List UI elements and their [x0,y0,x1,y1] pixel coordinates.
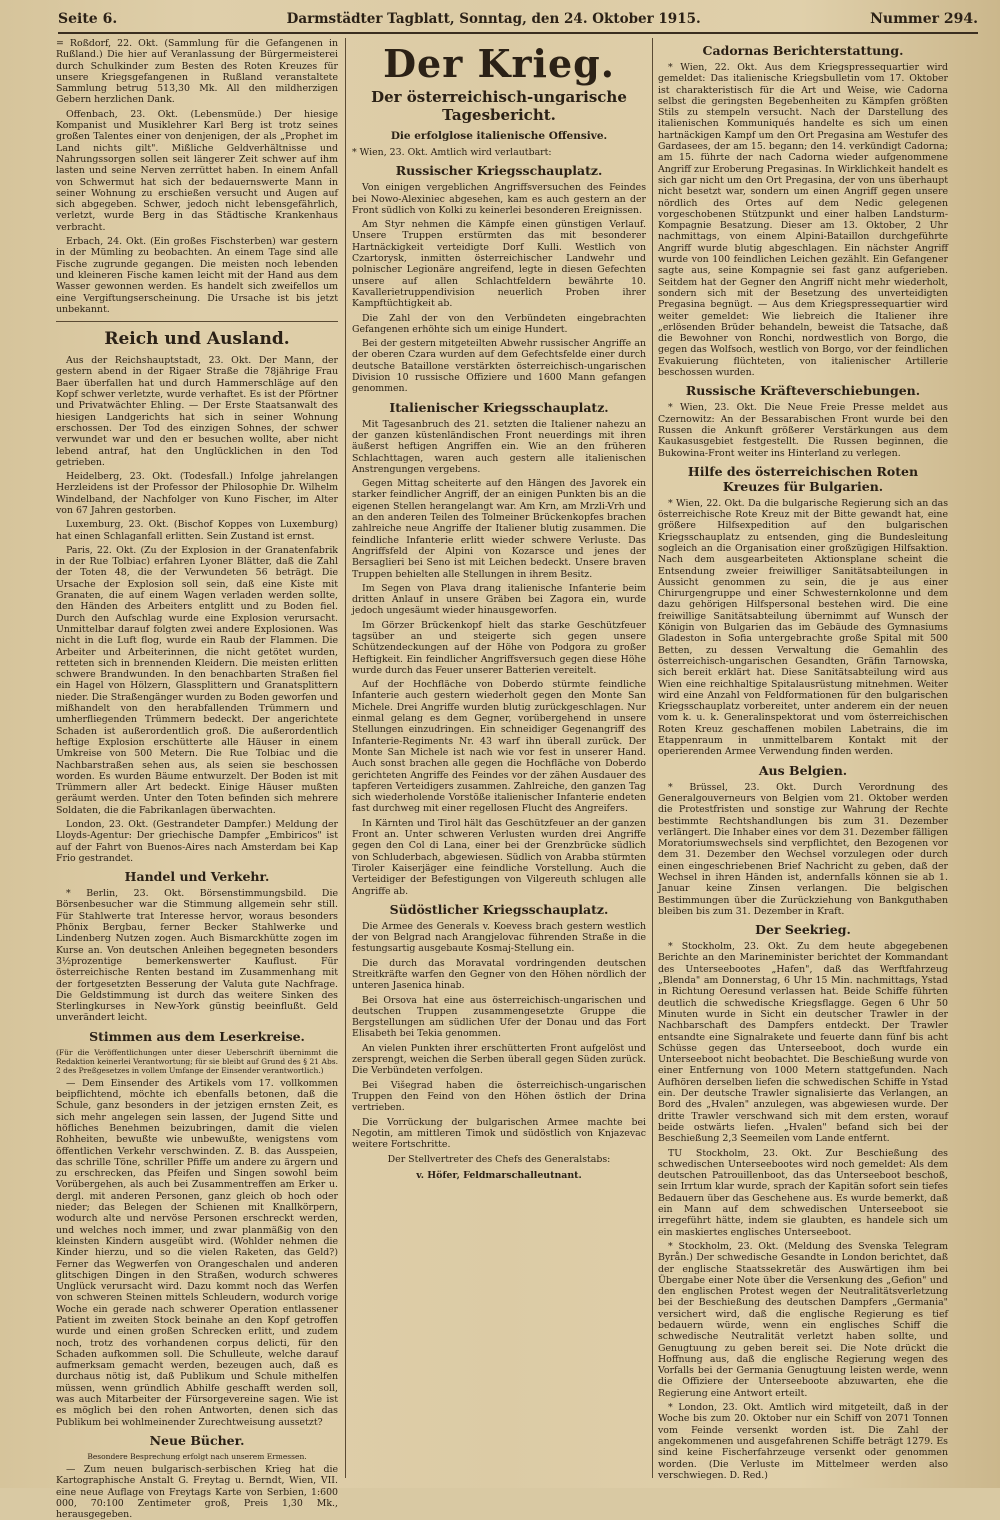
article-stockholm-3: * Stockholm, 23. Okt. (Meldung des Svenska Telegram Byrån.) Der schwedische Gesandte in London berichtet, daß der englische Staatssekretär des Auswärtigen ihm bei Übergabe einer Note über die Versenkung des „Gefion" und den englischen Protest wegen der Neutralitätsverletzung bei der Beschießung des deutschen Dampfers „Germania" versichert wird, daß die englische Regierung es tief bedauern würde, wenn ein englisches Schiff die schwedische Neutralität verletzt haben sollte, und Genugtuung zu geben bereit sei. Die Note drückt die Hoffnung aus, daß die englische Regierung wegen des Vorfalls bei der Germania Genugtuung leisten werde, wenn die Offiziere der Unterseeboote abzuwarten, ehe die Regierung eine Antwort erteilt. [658,1240,948,1399]
local-news-block [56,38,338,322]
article-czernowitz: * Wien, 23. Okt. Die Neue Freie Presse meldet aus Czernowitz: An der Bessarabischen Front wurde bei den Russen die Ankunft größerer Verstärkungen aus dem Kaukasusgebiet festgestellt. Die Russen beginnen, die Bukowina-Front weiter ins Hinterland zu verlegen. [658,402,948,459]
article-luxemburg: Luxemburg, 23. Okt. (Bischof Koppes von Luxemburg) hat einen Schlaganfall erlitten. Sein Zustand ist ernst. [56,519,338,542]
heading-suedoestlicher-kriegsschauplatz: Südöstlicher Kriegsschauplatz. [389,901,609,917]
article-cadorna: * Wien, 22. Okt. Aus dem Kriegspressequartier wird gemeldet: Das italienische Kriegsbulletin vom 17. Oktober ist charakteristisch für die Art und Weise, wie Cadorna selbst die geringsten Begebenheiten zu Kämpfen größten Stils zu stempeln versucht. Nach der Darstellung des italienischen Kommuniqués handelte es sich um einen hartnäckigen Kampf um den Ort Pregasina am Westufer des Gardasees, der am 15. begann; den 14. verkündigt Cadorna; am 15. führte der nach Cadorna wieder aufgenommene Angriff zur Eroberung Pregasinas. In Wirklichkeit handelt es sich gar nicht um den Ort Pregasina, der von uns überhaupt nicht besetzt war, sondern um einen Angriff gegen unsere nördlich des Ortes auf dem Nedic gelegenen vorgeschobenen Stützpunkt und einer halben Landsturm-Kompagnie Besatzung. Dieser am 13. Oktober, 2 Uhr nachmittags, von einem Alpini-Bataillon durchgeführte Angriff wurde blutig abgeschlagen. Ein nächster Angriff wurde von 100 feindlichen Leichen gezählt. Ein Gefangener sagte aus, seine Kompagnie sei fast ganz aufgerieben. Seitdem hat der Gegner den Angriff nicht mehr wiederholt, sondern sich mit der Besetzung des unverteidigten Pregasina begnügt. — Aus dem Kriegspressequartier wird weiter gemeldet: Wie liebreich die Italiener ihre „erlösenden Brüder behandeln, beweist die Tatsache, daß die Bewohner von Ronchi, nordwestlich von Borgo, die gegen das Wolfsoch, westlich von Borgo, vor der feindlichen Evakuierung flüchteten, von italienischer Artillerie beschossen wurden. [658,62,948,379]
heading-cadorna: Cadornas Berichterstattung. [702,43,904,58]
article-leserbrief: — Dem Einsender des Artikels vom 17. vollkommen beipflichtend, möchte ich ebenfalls betonen, daß die Schule, ganz besonders in der jetzigen ernsten Zeit, es sich mehr angelegen sein lassen, der Jugend Sitte und höfliches Benehmen beizubringen, damit die vielen Rohheiten, bewußte wie unbewußte, wenigstens vom öffentlichen Verkehr verschwinden. Z. B. das Ausspeien, das schrille Töne, schriller Pfiffe um andere zu ärgern und zu erschrecken, das Pfeifen und Singen sowohl beim Vorübergehen, als auch bei Zusammentreffen am Erker u. dergl. mit anderen Personen, ganz gleich ob hoch oder nieder; das Belegen der Schienen mit Knallkörpern, wodurch alte und nervöse Personen erschreckt werden, und welches noch immer, und zwar planmäßig von den kleinsten Kindern ausgeübt wird. (Wohlder nehmen die Kinder hierzu, und so die vielen Raketen, das Geld?) Ferner das Wegwerfen von Orangeschalen und anderen glitschigen Dingen in den Straßen, wodurch schweres Unglück verursacht wird. Dazu kommt noch das Werfen von schweren Steinen mittels Schleudern, wodurch vorige Woche ein gerade nach schwerer Operation entlassener Patient im zweiten Stock beinahe an den Kopf getroffen wurde und einen großen Schrecken erlitt, und zudem noch, trotz des vorhandenen corpus delicti, für den Schaden aufkommen soll. Die Schulleute, welche darauf aufmerksam gemacht werden, bezeugen auch, daß es durchaus nötig ist, daß Publikum und Schule mithelfen müssen, wenn gründlich Abhilfe geschafft werden soll, was auch Mitarbeiter der Fürsorgevereine sagen. Wie ist es möglich bei den rohen Antworten, denen sich das Publikum bei wohlmeinender Zurechtweisung aussetzt? [56,1077,338,1428]
newspaper-title-date: Darmstädter Tagblatt, Sonntag, den 24. Oktober 1915. [286,11,701,27]
article-rotes-kreuz: * Wien, 22. Okt. Da die bulgarische Regierung sich an das österreichische Rote Kreuz mit der Bitte gewandt hat, eine größere Hilfsexpedition auf den bulgarischen Kriegsschauplatz zu entsenden, ging die Bundesleitung sogleich an die Organisation einer großzügigen Hilfsaktion. Nach dem ausgearbeiteten Aktionsplane scheint die Entsendung zweier freiwilliger Sanitätsabteilungen in Aussicht genommen zu sein, die je aus einer Chirurgengruppe und einer Schwesternkolonne und dem dazu gehörigen Hilfspersonal bestehen wird. Die eine freiwillige Sanitätsabteilung übernimmt auf Wunsch der Königin von Bulgarien das im Gebäude des Gymnasiums Gladeston in Sofia untergebrachte große Spital mit 500 Betten, zu dessen Verwaltung die Gemahlin des österreichisch-ungarischen Gesandten, Gräfin Tarnowska, sich bereit erklärt hat. Diese Sanitätsabteilung wird aus Wien eine reichhaltige Spitalausrüstung mitnehmen. Weiter wird eine Anzahl von Feldformationen für den bulgarischen Kriegsschauplatz vorbereitet, unter anderem ein der neuen vom k. u. k. Generalinspektorat und vom österreichischen Roten Kreuz geschaffenen mobilen Labetrains, die im Etappenraum in unmittelbarem Kontakt mit der operierenden Armee Verwendung finden werden. [658,497,948,758]
issue-number: Nummer 294. [870,11,978,27]
report-sued-2: Die durch das Moravatal vordringenden deutschen Streitkräfte warfen den Gegner von den Höhen nördlich der unteren Jasenica hinab. [352,957,646,992]
report-ital-1: Mit Tagesanbruch des 21. setzten die Italiener nahezu an der ganzen küstenländischen Front neuerdings mit ihren äußerst heftigen Angriffen ein. Wie an den früheren Schlachttagen, waren auch gestern alle italienischen Anstrengungen vergebens. [352,418,646,475]
article-stockholm-1: * Stockholm, 23. Okt. Zu dem heute abgegebenen Berichte an den Marineminister berichtet der Kommandant des Unterseebootes „Hafen", daß das Werftfahrzeug „Blenda" am Donnerstag, 6 Uhr 15 Min. nachmittags, Ystad in Richtung Oeresund verlassen hat. Beide Schiffe führten deutlich die schwedische Kriegsflagge. Gegen 6 Uhr 50 Minuten wurde in Sicht ein deutscher Trawler in der Nachbarschaft des Dampfers entdeckt. Der Trawler entsandte eine Signalrakete und feuerte dann fünf bis acht Schüsse gegen das Unterseeboot, doch wurde ein Unterseeboot nicht beobachtet. Die Beschießung wurde von einer Entfernung von 1000 Metern stattgefunden. Nach Aufhören derselben liefen die schwedischen Schiffe in Ystad ein. Der deutsche Trawler signalisierte das Verlangen, an Bord des „Hvalen" anzulegen, was abgewiesen wurde. Der dritte Trawler verschwand sich mit dem ersten, worauf beide ostwärts liefen. „Hvalen" befand sich bei der Beschießung 2,3 Seemeilen vom Lande entfernt. [658,941,948,1145]
heading-reich-ausland: Reich und Ausland. [104,329,290,350]
article-reichshauptstadt: Aus der Reichshauptstadt, 23. Okt. Der Mann, der gestern abend in der Rigaer Straße die 78jährige Frau Baer überfallen hat und durch Hammerschläge auf den Kopf schwer verletzte, wurde verhaftet. Es ist der Pförtner und Privatwächter Ehling. — Der Erste Staatsanwalt des hiesigen Landgerichts hat sich in seiner Wohnung erschossen. Der Tod des einzigen Sohnes, der schwer verwundet war und den er besuchen wollte, aber nicht lebend antraf, hat den Unglücklichen in den Tod getrieben. [56,355,338,468]
heading-rotes-kreuz: Hilfe des österreichischen Roten Kreuzes für Bulgarien. [687,463,919,494]
report-ital-5: Auf der Hochfläche von Doberdo stürmte feindliche Infanterie auch gestern wiederholt gegen den Monte San Michele. Drei Angriffe wurden blutig zurückgeschlagen. Nur einmal gelang es dem Gegner, vorübergehend in unsere Stellungen einzudringen. Ein schneidiger Gegenangriff des Infanterie-Regiments Nr. 43 warf ihn überall zurück. Der Monte San Michele ist nach wie vor fest in unserer Hand. Auch sonst brachen alle gegen die Hochfläche von Doberdo gerichteten Angriffe des Feindes vor der zähen Ausdauer des tapferen Verteidigers zusammen. Zahlreiche, den ganzen Tag sich wiederholende Vorstöße italienischer Infanterie endeten fast durchweg mit einer regellosen Flucht des Angreifers. [352,679,646,815]
report-ital-3: Im Segen von Plava drang italienische Infanterie beim dritten Anlauf in unsere Gräben bei Zagora ein, wurde jedoch ungesäumt wieder hinausgeworfen. [352,582,646,617]
signature-line-1: Der Stellvertreter des Chefs des Generalstabs: [387,1154,611,1166]
column-3 [658,38,948,1481]
signature-line-2: v. Höfer, Feldmarschalleutnant. [416,1169,582,1181]
heading-handel-verkehr: Handel und Verkehr. [124,869,270,885]
report-russ-1: Von einigen vergeblichen Angriffsversuchen des Feindes bei Nowo-Alexiniec abgesehen, kam es auch gestern an der Front südlich von Kolki zu keinerlei besonderen Ereignissen. [352,182,646,216]
page-number: Seite 6. [58,11,118,27]
lead-offensive: Die erfolglose italienische Offensive. [390,130,608,142]
article-karte: — Zum neuen bulgarisch-serbischen Krieg hat die Kartographische Anstalt G. Freytag u. Berndt, Wien, VII. eine neue Auflage von Freytags Karte von Serbien, 1:600 000, 70:100 Zentimeter groß, Preis 1,30 Mk., herausgegeben. [56,1463,338,1520]
subheadline-tagesbericht: Der österreichisch-ungarische Tagesbericht. [371,88,627,124]
heading-seekrieg: Der Seekrieg. [755,922,851,938]
heading-italienischer-kriegsschauplatz: Italienischer Kriegsschauplatz. [389,399,609,415]
article-stockholm-2: TU Stockholm, 23. Okt. Zur Beschießung des schwedischen Unterseebootes wird noch gemeldet: Als dem deutschen Patrouillenboot, das das Unterseeboot beschoß, sein Irrtum klar wurde, sprach der Kapitän sofort sein tiefes Bedauern über das Geschehene aus. Es wurde bemerkt, daß ein Mann auf dem schwedischen Unterseeboot sie irregeführt hätte, indem sie glaubten, es handele sich um ein maskiertes englisches Unterseeboot. [658,1147,948,1238]
heading-russische-kraefte: Russische Kräfteverschiebungen. [685,383,921,399]
heading-belgien: Aus Belgien. [758,762,848,778]
report-russ-3: Die Zahl der von den Verbündeten eingebrachten Gefangenen erhöhte sich um einige Hundert. [352,312,646,335]
article-boerse: * Berlin, 23. Okt. Börsenstimmungsbild. Die Börsenbesucher war die Stimmung allgemein sehr still. Für Stahlwerte trat Interesse hervor, woraus besonders Phönix Bergbau, ferner Becker Stahlwerke und Lindenberg Nutzen zogen. Auch Bismarckhütte zogen im Kurse an. Von deutschen Anleihen begegneten besonders 3½prozentige bemerkenswerter Kauflust. Für österreichische Renten bestand im Zusammenhang mit der fortgesetzten Besserung der Valuta gute Nachfrage. Die Geldstimmung ist durch das weitere Sinken des Sterlingkurses in New-York günstig beeinflußt. Geld unverändert leicht. [56,888,338,1024]
heading-neue-buecher: Neue Bücher. [149,1432,245,1448]
column-1 [56,38,338,1520]
heading-russischer-kriegsschauplatz: Russischer Kriegsschauplatz. [395,163,603,179]
report-sued-5: Bei Višegrad haben die österreichisch-ungarischen Truppen den Feind von den Höhen östlich der Drina vertrieben. [352,1079,646,1114]
report-ital-2: Gegen Mittag scheiterte auf den Hängen des Javorek ein starker feindlicher Angriff, der an einigen Punkten bis an die eigenen Stellen herangelangt war. Am Krn, am Mrzli-Vrh und an den anderen Teilen des Tolmeiner Brückenkopfes brachen zahlreiche neue Angriffe der Italiener blutig zusammen. Die feindliche Infanterie erlitt wieder schwere Verluste. Das Angriffsfeld der Alpini von Kozarsce und jenes der Bersaglieri bei Seno ist mit Leichen bedeckt. Unsere braven Truppen behielten alle Stellungen in ihrem Besitz. [352,478,646,580]
article-rossdorf: = Roßdorf, 22. Okt. (Sammlung für die Gefangenen in Rußland.) Die hier auf Veranlassung der Bürgermeisterei durch Schulkinder zum Besten des Roten Kreuzes für unsere Kriegsgefangenen in Rußland veranstaltete Sammlung betrug 513,30 Mk. All den mildherzigen Gebern herzlichen Dank. [56,38,338,106]
report-sued-1: Die Armee des Generals v. Koevess brach gestern westlich der von Belgrad nach Arangjelovac führenden Straße in die festungsartig ausgebaute Kosmaj-Stellung ein. [352,920,646,955]
report-russ-4: Bei der gestern mitgeteilten Abwehr russischer Angriffe an der oberen Czara wurden auf dem Gefechtsfelde einer durch deutsche Bataillone verstärkten österreichisch-ungarischen Division 10 russische Offiziere und 1600 Mann gefangen genommen. [352,338,646,395]
report-sued-4: An vielen Punkten ihrer erschütterten Front aufgelöst und zersprengt, weichen die Serben überall gegen Süden zurück. Die Verbündeten verfolgen. [352,1042,646,1077]
masthead [58,6,978,34]
report-ital-6: In Kärnten und Tirol hält das Geschützfeuer an der ganzen Front an. Unter schweren Verlusten wurden drei Angriffe gegen den Col di Lana, einer bei der Grenzbrücke südlich von Schluderbach, abgewiesen. Südlich von Arabba stürmten Tiroler Kaiserjäger eine feindliche Vorstellung. Auch die Verteidiger der Befestigungen von Vilgereuth schlugen alle Angriffe ab. [352,817,646,897]
books-note: Besondere Besprechung erfolgt nach unserem Ermessen. [87,1451,307,1461]
article-london-see: * London, 23. Okt. Amtlich wird mitgeteilt, daß in der Woche bis zum 20. Oktober nur ein Schiff von 2071 Tonnen vom Feinde versenkt worden ist. Die Zahl der angekommenen und ausgefahrenen Schiffe beträgt 1279. Es sind keine Fischerfahrzeuge versenkt oder genommen worden. (Die Verluste im Mittelmeer werden also verschwiegen. D. Red.) [658,1402,948,1481]
report-russ-2: Am Styr nehmen die Kämpfe einen günstigen Verlauf. Unsere Truppen erstürmten das mit besonderer Hartnäckigkeit verteidigte Dorf Kulli. Westlich von Czartorysk, inmitten österreichischer Landwehr und polnischer Legionäre angreifend, legte in diesen Gefechten unsere auf allen Schlachtfeldern bewährte 10. Kavallerietruppendivision neuerlich Proben ihrer Kampftüchtigkeit ab. [352,219,646,310]
article-erbach: Erbach, 24. Okt. (Ein großes Fischsterben) war gestern in der Mümling zu beobachten. An einem Tage sind alle Fische zugrunde gegangen. Die meisten noch lebenden und kleineren Fische kamen leicht mit der Hand aus dem Wasser gewonnen werden. Es handelt sich zweifellos um eine Vergiftungserscheinung. Die Ursache ist bis jetzt unbekannt. [56,236,338,315]
editorial-disclaimer: (Für die Veröffentlichungen unter dieser Ueberschrift übernimmt die Redaktion keinerlei Verantwortung; für sie bleibt auf Grund des § 21 Abs. 2 des Preßgesetzes in vollem Umfange der Einsender verantwortlich.) [56,1047,338,1075]
article-london: London, 23. Okt. (Gestrandeter Dampfer.) Meldung der Lloyds-Agentur: Der griechische Dampfer „Embiricos" ist auf der Fahrt von Buenos-Aires nach Amsterdam bei Kap Frio gestrandet. [56,819,338,864]
dateline-wien: * Wien, 23. Okt. Amtlich wird verlautbart: [352,147,552,158]
report-ital-4: Im Görzer Brückenkopf hielt das starke Geschützfeuer tagsüber an und steigerte sich gegen unsere Schützendeckungen auf der Höhe von Podgora zu großer Heftigkeit. Ein feindlicher Angriffsversuch gegen diese Höhe wurde durch das Feuer unserer Batterien vereitelt. [352,619,646,676]
column-rule-2 [652,38,653,1478]
article-heidelberg: Heidelberg, 23. Okt. (Todesfall.) Infolge jahrelangen Herzleidens ist der Professor der Philosophie Dr. Wilhelm Windelband, der Nachfolger von Kuno Fischer, im Alter von 67 Jahren gestorben. [56,471,338,516]
article-offenbach: Offenbach, 23. Okt. (Lebensmüde.) Der hiesige Kompanist und Musiklehrer Karl Berg ist trotz seines großen Talentes einer von denjenigen, der als „Prophet im Land nichts gilt". Mißliche Geldverhältnisse und Nahrungssorgen sollen seit längerer Zeit schwer auf ihm lasten und seine Nerven zerrüttet haben. In einem Anfall von Schwermut hat sich der bedauernswerte Mann in seiner Wohnung zu erschießen versucht und Augen auf sich abgegeben. Schwer, jedoch nicht lebensgefährlich, verletzt, wurde Berg in das Städtische Krankenhaus verbracht. [56,108,338,233]
report-sued-6: Die Vorrückung der bulgarischen Armee machte bei Negotin, am mittleren Timok und südöstlich von Knjazevac weitere Fortschritte. [352,1116,646,1151]
article-paris: Paris, 22. Okt. (Zu der Explosion in der Granatenfabrik in der Rue Tolbiac) erfahren Lyoner Blätter, daß die Zahl der Toten 48, die der Verwundeten 56 beträgt. Die Ursache der Explosion soll sein, daß eine Kiste mit Granaten, die auf einem Wagen verladen werden sollte, den Händen des Arbeiters entglitt und zu Boden fiel. Durch den Aufschlag wurde eine Explosion verursacht. Unmittelbar darauf folgten zwei andere Explosionen. Was nicht in die Luft flog, wurde ein Raub der Flammen. Die Arbeiter und Arbeiterinnen, die nicht getötet wurden, retteten sich in brennenden Kleidern. Die meisten erlitten schwere Brandwunden. In den benachbarten Straßen fiel ein Hagel von Hölzern, Glassplittern und Granatsplittern nieder. Die Straßengänger wurden zu Boden geworfen und mißhandelt von den herabfallenden Trümmern und umherfliegenden Trümmern bedeckt. Der angerichtete Schaden ist außerordentlich groß. Die außerordentlich heftige Explosion erschütterte alle Häuser in einem Umkreise von 500 Metern. Die Rue Tolbiac und die Nachbarstraßen sehen aus, als seien sie beschossen worden. Es wurden Bäume entwurzelt. Der Boden ist mit Trümmern aller Art bedeckt. Einige Häuser mußten geräumt werden. Unter den Toten befinden sich mehrere Soldaten, die die Fabrikanlagen überwachten. [56,544,338,816]
heading-leserkreise: Stimmen aus dem Leserkreise. [89,1028,305,1044]
article-bruessel: * Brüssel, 23. Okt. Durch Verordnung des Generalgouverneurs von Belgien vom 21. Oktober werden die Protestfristen und sonstige zur Wahrung der Rechte bestimmte Rechtshandlungen bis zum 31. Dezember verlängert. Die Inhaber eines vor dem 31. Dezember fälligen Moratoriumswechsels sind verpflichtet, den Bezogenen vor dem 31. Dezember den Wechsel vorzulegen oder durch einen eingeschriebenen Brief Nachricht zu geben, daß der Wechsel in ihren Händen ist, andernfalls können sie ab 1. Januar keine Zinsen verlangen. Die belgischen Bestimmungen über die Zurückziehung von Bankguthaben bleiben bis zum 31. Dezember in Kraft. [658,781,948,917]
column-2 [352,38,646,1478]
headline-der-krieg: Der Krieg. [383,41,615,86]
report-sued-3: Bei Orsova hat eine aus österreichisch-ungarischen und deutschen Truppen zusammengesetzte Gruppe die Bergstellungen am südlichen Ufer der Donau und das Fort Elisabeth bei Tekia genommen. [352,994,646,1040]
column-rule-1 [345,38,346,1478]
